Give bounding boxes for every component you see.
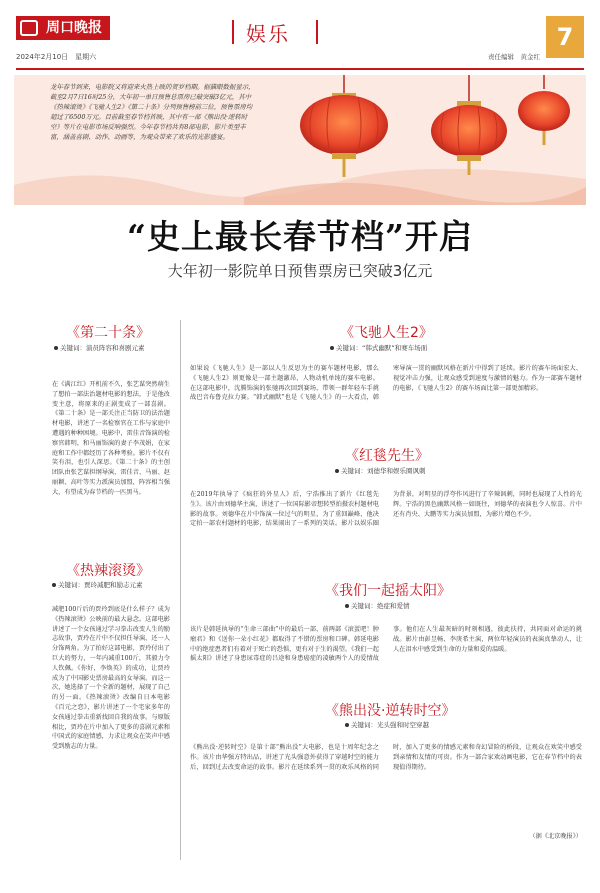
film-body: 减肥100斤后的贾玲到底是什么样子？成为《热辣滚烫》公映前的最大悬念。这部电影讲述了一个女孩通过学习拳击改变人生的励志故事，贾玲在片中不仅担任导演，还一人分饰两角。为了拍好这部电影，贾玲付出了巨大的努力，一年内减重100斤，其毅力令人钦佩。《你好，李焕英》的成功，让贾玲成为了中国影史票房最高的女导演。而这一次，她选择了一个全新的题材，展现了自己的另一面。《热辣滚烫》改编自日本电影《百元之恋》，影片讲述了一个宅家多年的女孩通过拳击重新找回自我的故事。与原版相比，贾玲在片中加入了更多的喜剧元素和中国式的家庭情感，力求让观众在笑声中感受到励志的力量。 (52, 606, 170, 751)
film-title: 《红毯先生》 (345, 448, 429, 464)
paper-logo (16, 16, 110, 40)
subheadline: 大年初一影院单日预售票房已突破3亿元 (167, 262, 433, 280)
paper-name: 周口晚报 (46, 20, 102, 36)
section-divider-right (316, 20, 318, 44)
film-keywords: 关键词：光头强和时空穿越 (345, 720, 429, 729)
section-divider-left (232, 20, 234, 44)
film-keywords: 关键词：演员阵容和喜剧元素 (54, 343, 145, 352)
bullet-icon (345, 604, 349, 608)
film-title: 《第二十条》 (66, 325, 150, 341)
film-keywords: 关键词：绝症和爱情 (345, 601, 410, 610)
source-note: （据《北京晚报》） (529, 833, 582, 840)
headline: “史上最长春节档”开启 (127, 217, 473, 256)
lede-paragraph: 龙年春节到来，电影院又将迎来火热上映的贺岁档期。据猫眼数据显示，截至2月7日16时25分，大年初一单日预售总票房已破突破3亿元，其中《热辣滚烫》《飞驰人生2》《第二十条》分列预售榜前三位，预售票房均超过了6500万元。目前截至春节档首映，其中有一部《熊出没·逆转时空》等片在电影市场反响强烈。今年春节档共有8部电影，影片类型丰富，涵盖喜剧、动作、动画等，为观众带来了欢乐的光影盛宴。 (50, 83, 255, 141)
bullet-icon (52, 583, 56, 587)
film-body: 该片是韩延执导的“生命三部曲”中的最后一部，前两部《滚蛋吧！肿瘤君》和《送你一朵小红花》都取得了不错的票房和口碑。韩延电影中的绝症患者们有着对于死亡的恐惧，更有对于生的渴望。《我们一起摇太阳》讲述了身患尿毒症的吕途和身患癌症的凌敏两个人的爱情故事。他们在人生最灰暗的时刻相遇，彼此扶持，共同面对命运的挑战。影片由彭昱畅、李庚希主演，两位年轻演员的表演真挚动人，让人在泪水中感受到生命的力量和爱的温暖。 (190, 626, 582, 663)
bullet-icon (335, 469, 339, 473)
bullet-icon (330, 346, 334, 350)
film-keywords: 关键词：贾玲减肥和励志元素 (52, 580, 143, 589)
film-keywords: 关键词：刘德华和娱乐圈讽刺 (335, 466, 426, 475)
masthead (16, 16, 584, 68)
bullet-icon (54, 346, 58, 350)
film-title: 《热辣滚烫》 (66, 563, 150, 579)
film-body: 如果说《飞驰人生》是一部以人生反思为主的赛车题材电影，那么《飞驰人生2》则更像是一部主题激昂、人物动机单纯的赛车电影。在这部电影中，沈腾饰演的张驰再次回到赛场，带领一群年轻车手挑战巴音布鲁克拉力赛。“韩式幽默”也是《飞驰人生》的一大看点，韩寒导演一贯的幽默风格在新片中得到了延续。影片的赛车场面宏大、视觉冲击力强，让观众感受到速度与激情的魅力。作为一部赛车题材的电影，《飞驰人生2》的赛车场面比第一部更加精彩。 (190, 365, 582, 402)
film-title: 《熊出没·逆转时空》 (325, 703, 456, 719)
header-rule (16, 68, 584, 70)
film-title: 《我们一起摇太阳》 (325, 583, 451, 599)
film-title: 《飞驰人生2》 (340, 325, 433, 341)
film-body: 在《满江红》开机前不久，张艺谋突然萌生了想拍一部法治题材电影的想法，于是他改变主意，将原来的正剧变成了一部喜剧。《第二十条》是一部关注正当防卫的法治题材电影，讲述了一名检察官在工作与家庭中遭遇的种种困境。电影中，雷佳音饰演的检察官韩明，和马丽饰演的妻子李茂娟，在家庭和工作中都经历了各种考验。影片不仅有笑有泪，也引人深思。《第二十条》的主创团队由张艺谋担纲导演，雷佳音、马丽、赵丽颖、高叶等实力派演员加盟，阵容相当强大，有望成为春节档的一匹黑马。 (52, 381, 170, 496)
film-body: 在2019年执导了《疯狂的外星人》后，宁浩推出了新片《红毯先生》。该片由刘德华主演，讲述了一位国际影帝想转型拍摄农村题材电影的故事。刘德华在片中饰演一位过气的明星，为了重回巅峰，他决定拍一部农村题材的电影，结果闹出了一系列的笑话。影片以娱乐圈为背景，对明星的浮夸作风进行了辛辣讽刺，同时也展现了人性的光辉。宁浩的黑色幽默风格一如既往，刘德华的表演也令人惊喜。片中还有肖央、大鹏等实力演员加盟，为影片增色不少。 (190, 491, 582, 528)
date-line: 2024年2月10日 星期六 (16, 53, 97, 61)
editor-credit: 责任编辑 黄金红 (488, 53, 540, 61)
page-number: 7 (546, 16, 584, 58)
section-label: 娱乐 (246, 22, 290, 46)
bullet-icon (345, 723, 349, 727)
film-body: 《熊出没·逆转时空》是第十部“熊出没”大电影，也是十周年纪念之作。该片由华强方特出品，讲述了光头强意外获得了穿越时空的能力后，回到过去改变命运的故事。影片在延续系列一贯的欢乐风格的同时，加入了更多的情感元素和奇幻冒险的桥段，让观众在欢笑中感受到亲情和友情的可贵。作为一部合家欢动画电影，它在春节档中的表现值得期待。 (190, 744, 582, 771)
film-keywords: 关键词：“韩式幽默”和赛车场面 (330, 343, 427, 352)
logo-icon (20, 20, 38, 36)
column-divider (180, 320, 181, 860)
